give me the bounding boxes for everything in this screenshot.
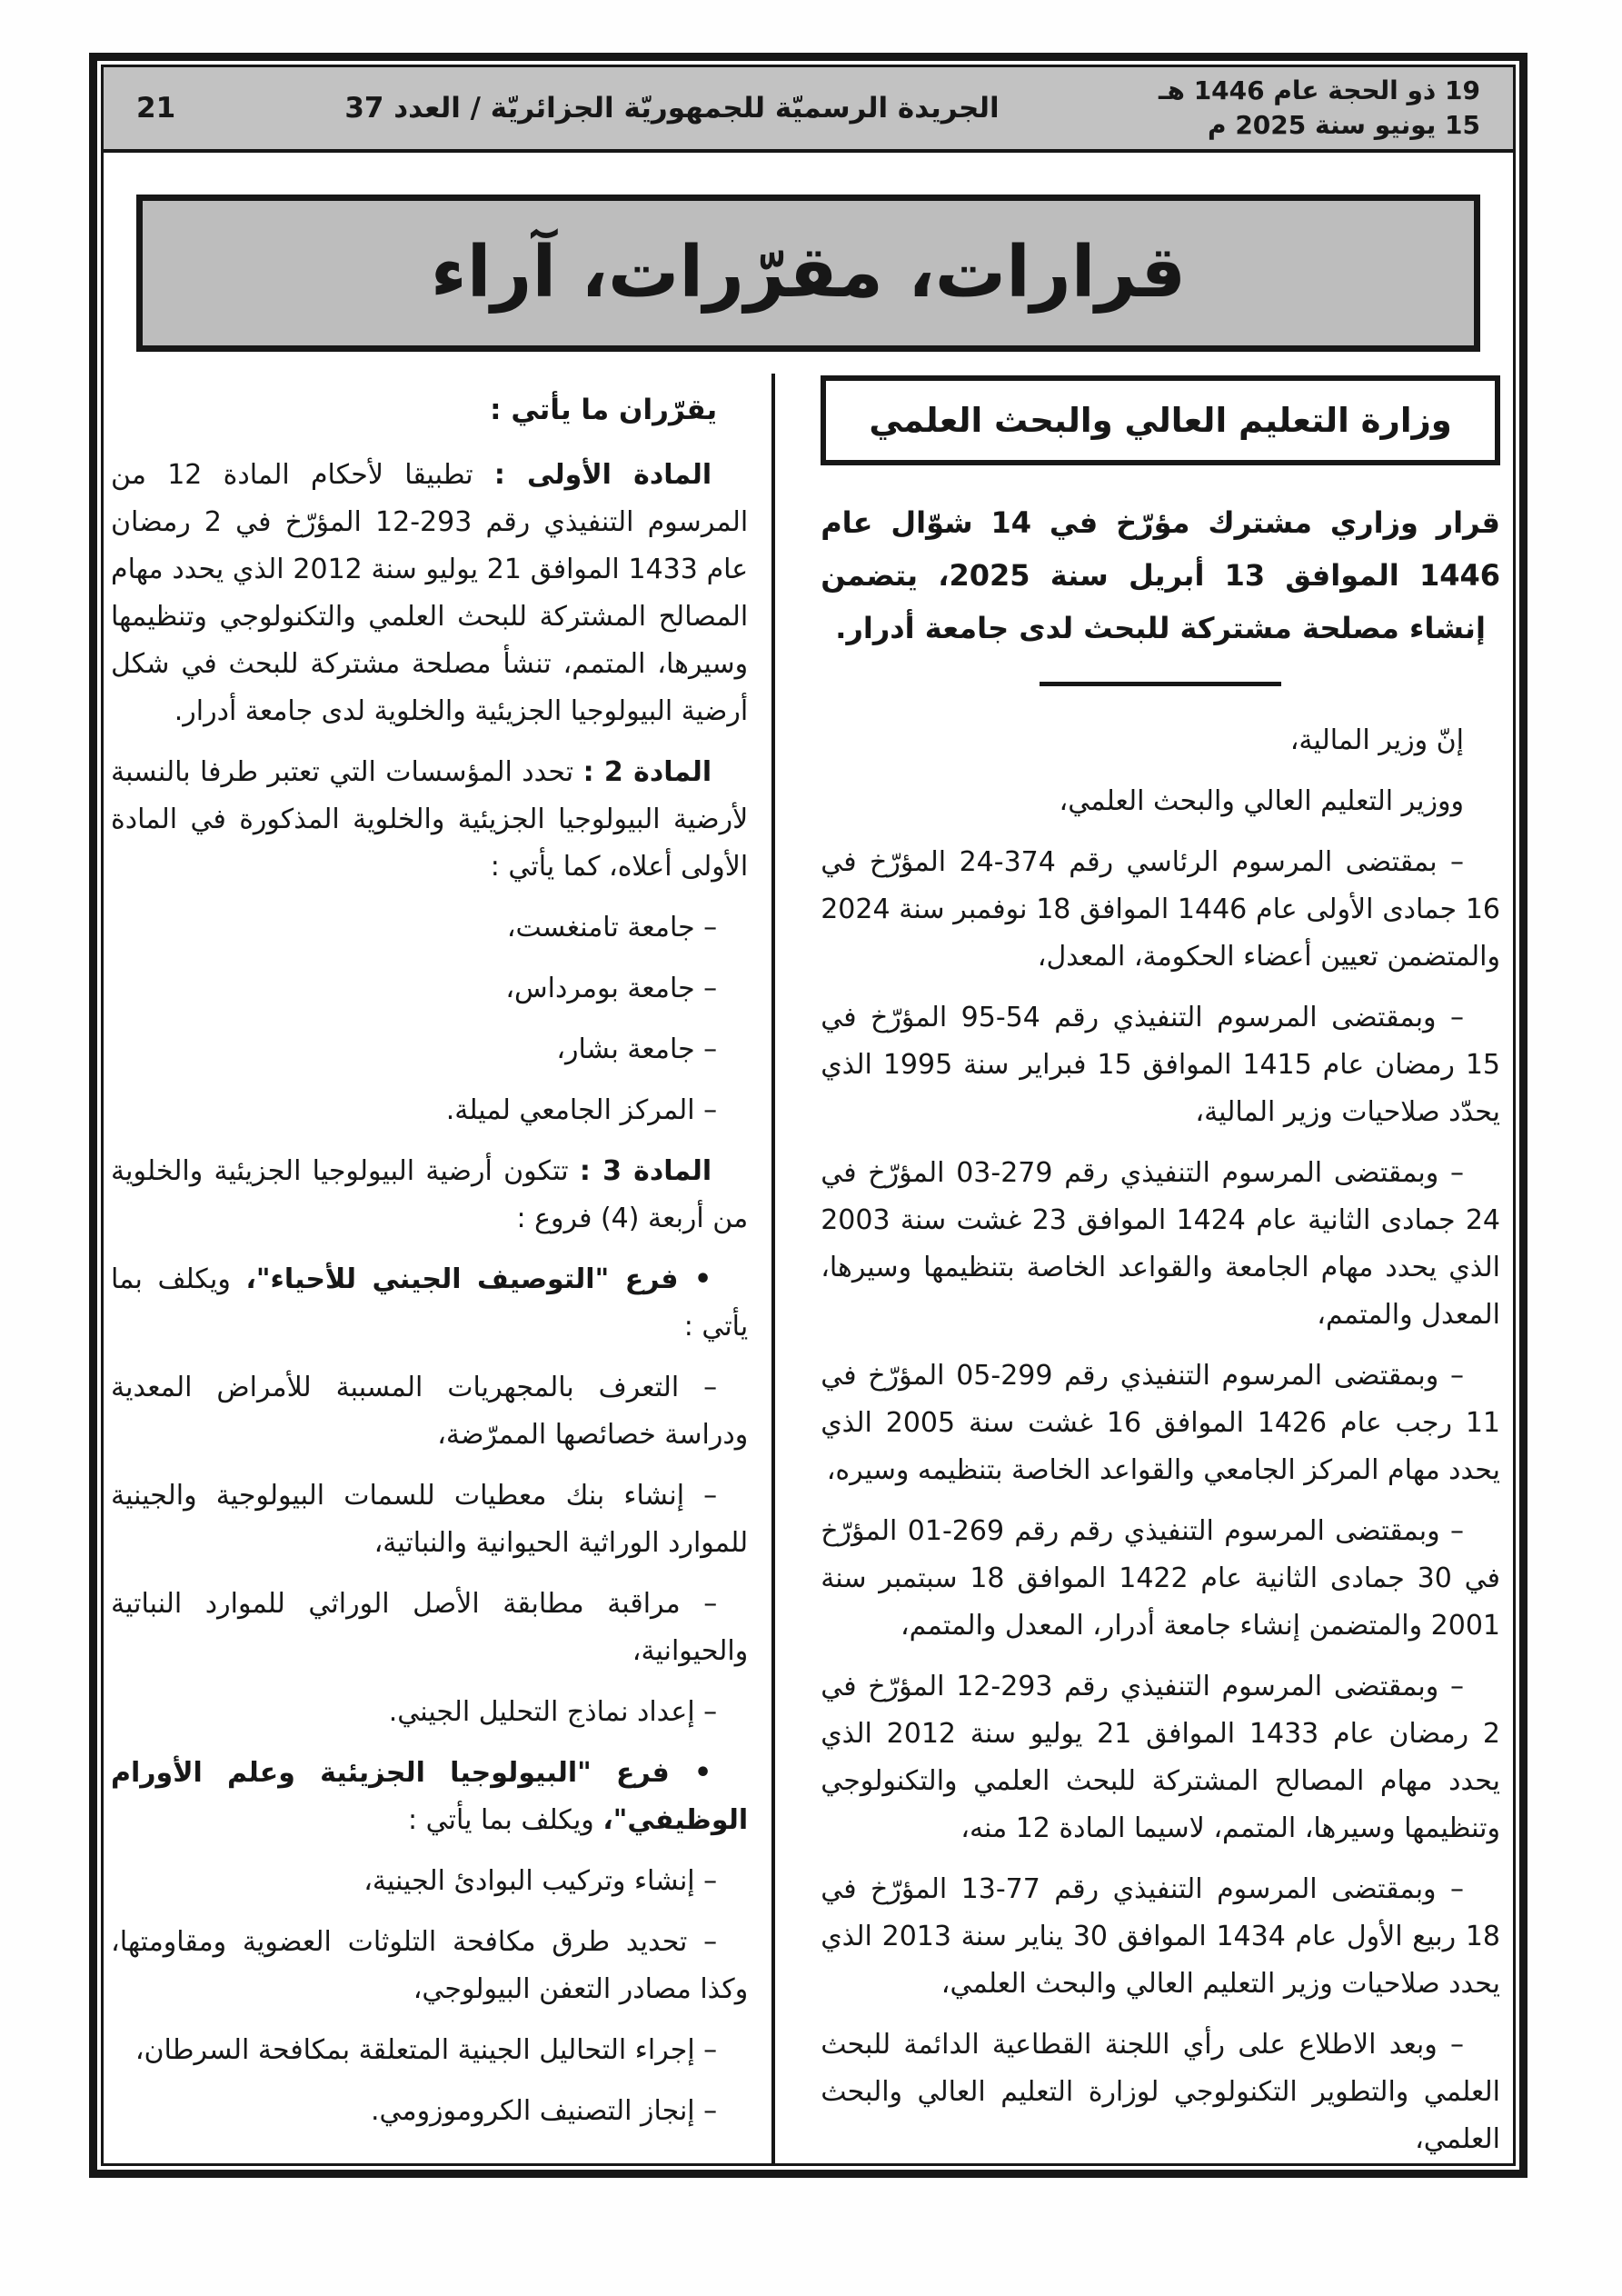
section-banner: قرارات، مقرّرات، آراء bbox=[136, 195, 1480, 352]
column-right bbox=[771, 374, 1513, 2163]
column-left bbox=[104, 374, 771, 2163]
task-item: – إنشاء وتركيب البوادئ الجينية، bbox=[363, 1864, 718, 1897]
page-frame bbox=[89, 53, 1527, 2178]
branch-1-heading bbox=[111, 1256, 748, 1351]
university-item: – جامعة تامنغست، bbox=[506, 911, 718, 943]
decide-line: يقرّران ما يأتي : bbox=[490, 393, 718, 426]
visa-paragraph: – وبمقتضى المرسوم التنفيذي رقم 77-13 المؤرّخ في 18 ربيع الأول عام 1434 الموافق 30 يناير سنة 2013 الذي يحدد صلاحيات وزير التعليم العالي والبحث العلمي، bbox=[821, 1872, 1501, 2000]
visa-paragraph: – وبمقتضى المرسوم التنفيذي رقم 54-95 المؤرّخ في 15 رمضان عام 1415 الموافق 15 فبراير سنة 1995 الذي يحدّد صلاحيات وزير المالية، bbox=[821, 1001, 1500, 1128]
ministry-heading-box: وزارة التعليم العالي والبحث العلمي bbox=[821, 375, 1500, 465]
section-divider-rule bbox=[1040, 682, 1281, 686]
date-gregorian: 15 يونيو سنة 2025 م bbox=[1208, 110, 1480, 140]
task-item: – تحديد طرق مكافحة التلوثات العضوية ومقاومتها، وكذا مصادر التعفن البيولوجي، bbox=[111, 1925, 749, 2005]
journal-title: الجريدة الرسميّة للجمهوريّة الجزائريّة / العدد 37 bbox=[344, 92, 1000, 125]
task-item: – مراقبة مطابقة الأصل الوراثي للموارد النباتية والحيوانية، bbox=[111, 1587, 749, 1667]
article-1-paragraph bbox=[111, 452, 748, 735]
masthead-band bbox=[104, 67, 1513, 153]
branch-2-text: ويكلف بما يأتي : bbox=[408, 1803, 594, 1836]
branch-1-text: ويكلف بما يأتي : bbox=[111, 1263, 749, 1343]
article-3-label: المادة 3 : bbox=[579, 1154, 712, 1187]
date-hijri: 19 ذو الحجة عام 1446 هـ bbox=[1158, 75, 1480, 105]
article-2-text: تحدد المؤسسات التي تعتبر طرفا بالنسبة لأرضية البيولوجيا الجزيئية والخلوية المذكورة في المادة الأولى أعلاه، كما يأتي : bbox=[111, 755, 749, 883]
preamble-line: إنّ وزير المالية، bbox=[1289, 724, 1464, 756]
article-3-text: تتكون أرضية البيولوجيا الجزيئية والخلوية من أربعة (4) فروع : bbox=[111, 1154, 749, 1234]
visa-paragraph: – وبمقتضى المرسوم التنفيذي رقم رقم 269-01 المؤرّخ في 30 جمادى الثانية عام 1422 الموافق 18 سبتمبر سنة 2001 والمتضمن إنشاء جامعة أدرار، المعدل والمتمم، bbox=[821, 1514, 1500, 1642]
visa-paragraph: – وبمقتضى المرسوم التنفيذي رقم 279-03 المؤرّخ في 24 جمادى الثانية عام 1424 الموافق 23 غشت سنة 2003 الذي يحدد مهام الجامعة والقواعد الخاصة بتنظيمها وسيرها، المعدل والمتمم، bbox=[821, 1156, 1500, 1331]
task-item: – إعداد نماذج التحليل الجيني. bbox=[388, 1695, 718, 1728]
branch-1-label: • فرع "التوصيف الجيني للأحياء"، bbox=[245, 1263, 712, 1295]
university-item: – جامعة بومرداس، bbox=[505, 972, 718, 1004]
preamble-line: ووزير التعليم العالي والبحث العلمي، bbox=[1059, 784, 1464, 817]
university-item: – جامعة بشار، bbox=[556, 1033, 718, 1065]
content-columns bbox=[104, 374, 1513, 2163]
article-3-paragraph bbox=[111, 1148, 748, 1243]
task-item: – إنجاز التصنيف الكروموزومي. bbox=[370, 2094, 718, 2127]
task-item: – التعرف بالمجهريات المسببة للأمراض المعدية ودراسة خصائصها الممرّضة، bbox=[111, 1371, 749, 1451]
article-2-paragraph bbox=[111, 749, 748, 891]
visa-paragraph: – بمقتضى المرسوم الرئاسي رقم 374-24 المؤرّخ في 16 جمادى الأولى عام 1446 الموافق 18 نوفمبر سنة 2024 والمتضمن تعيين أعضاء الحكومة، المعدل، bbox=[821, 845, 1500, 973]
visa-paragraph: – وبعد الاطلاع على رأي اللجنة القطاعية الدائمة للبحث العلمي والتطوير التكنولوجي لوزارة التعليم العالي والبحث العلمي، bbox=[821, 2028, 1500, 2155]
visa-paragraph: – وبمقتضى المرسوم التنفيذي رقم 299-05 المؤرّخ في 11 رجب عام 1426 الموافق 16 غشت سنة 2005 الذي يحدد مهام المركز الجامعي والقواعد الخاصة بتنظيمه وسيره، bbox=[821, 1359, 1500, 1486]
article-2-label: المادة 2 : bbox=[582, 755, 712, 788]
visa-paragraph: – وبمقتضى المرسوم التنفيذي رقم 293-12 المؤرّخ في 2 رمضان عام 1433 الموافق 21 يوليو سنة 2012 الذي يحدد مهام المصالح المشتركة للبحث العلمي والتكنولوجي وتنظيمها وسيرها، المتمم، لاسيما المادة 12 منه، bbox=[821, 1670, 1501, 1844]
article-1-text: تطبيقا لأحكام المادة 12 من المرسوم التنفيذي رقم 293-12 المؤرّخ في 2 رمضان عام 1433 الموافق 21 يوليو سنة 2012 الذي يحدد مهام المصالح المشتركة للبحث العلمي والتكنولوجي وتنظيمها وسيرها، المتمم، تنشأ مصلحة مشتركة للبحث في شكل أرضية البيولوجيا الجزيئية والخلوية لدى جامعة أدرار. bbox=[111, 458, 749, 727]
branch-2-label: • فرع "البيولوجيا الجزيئية وعلم الأورام الوظيفي"، bbox=[111, 1756, 749, 1836]
branch-2-heading bbox=[111, 1750, 748, 1844]
decree-title: قرار وزاري مشترك مؤرّخ في 14 شوّال عام 1446 الموافق 13 أبريل سنة 2025، يتضمن إنشاء مصلحة مشتركة للبحث لدى جامعة أدرار. bbox=[821, 504, 1501, 645]
university-item: – المركز الجامعي لميلة. bbox=[445, 1093, 718, 1126]
page-frame-inner bbox=[101, 65, 1516, 2166]
page-number: 21 bbox=[136, 92, 176, 125]
issue-dates bbox=[1099, 74, 1480, 143]
article-1-label: المادة الأولى : bbox=[493, 458, 712, 491]
task-item: – إنشاء بنك معطيات للسمات البيولوجية والجينية للموارد الوراثية الحيوانية والنباتية، bbox=[111, 1479, 749, 1559]
task-item: – إجراء التحاليل الجينية المتعلقة بمكافحة السرطان، bbox=[134, 2033, 718, 2066]
